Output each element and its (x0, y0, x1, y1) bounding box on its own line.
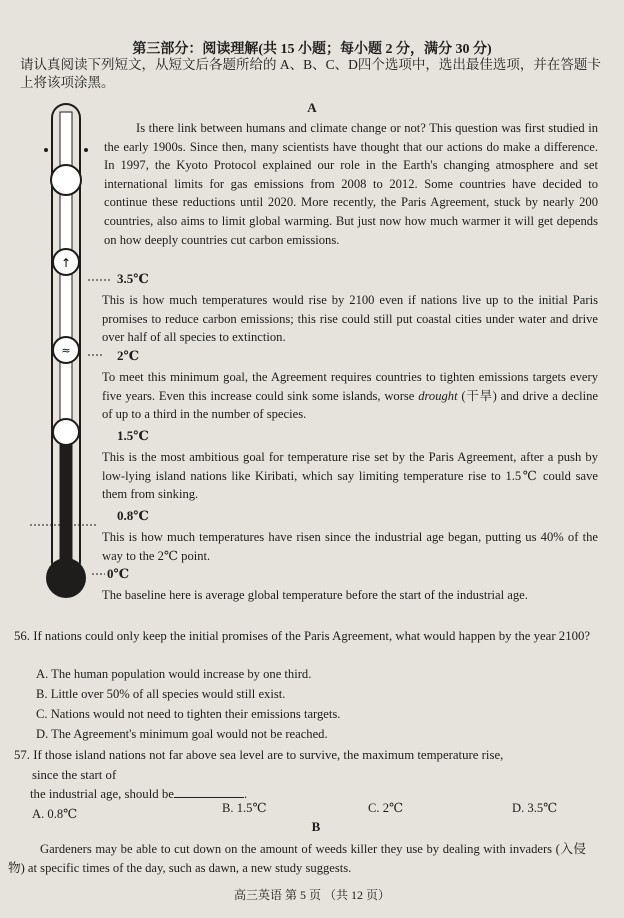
thermometer-illustration (0, 0, 110, 640)
q56-option-c[interactable]: C. Nations would not need to tighten their emissions targets. (36, 707, 341, 721)
temp-text-2-after: (干旱) and drive a decline of up to a third in the number of species. (102, 388, 598, 422)
factory-icon (53, 419, 79, 445)
question-57-stem-line3-wrap: the industrial age, should be . (30, 787, 248, 801)
svg-text:≈: ≈ (61, 344, 71, 357)
q57-option-d[interactable]: D. 3.5℃ (512, 801, 558, 815)
temp-label-1-5: 1.5℃ (117, 428, 149, 443)
q57-option-c[interactable]: C. 2℃ (368, 801, 404, 815)
question-56-stem: If nations could only keep the initial promises of the Paris Agreement, what would happen by the year 2100? (33, 629, 591, 643)
passage-b-text: Gardeners may be able to cut down on the amount of weeds killer they use by dealing with invaders (入侵物) at specific times of the day, such as dawn, a new study suggests. (8, 842, 586, 875)
temp-text-0: The baseline here is average global temperature before the start of the industrial age. (102, 588, 528, 602)
drought-word: drought (418, 388, 458, 403)
passage-b-label: B (311, 819, 321, 834)
section-title: 第三部分：阅读理解(共 15 小题；每小题 2 分，满分 30 分) (132, 42, 492, 57)
temp-label-2: 2℃ (117, 348, 140, 363)
temp-text-0-8: This is how much temperatures have risen since the industrial age began, putting us 40% of the way to the 2℃ point. (102, 530, 598, 563)
passage-a-intro: Is there link between humans and climate change or not? This question was first studied in the early 1900s. Since then, many scientists have thought that our actions do make a difference. In 1997, the Kyoto Protocol explained our role in the Earth's changing atmosphere and set international limits for gas emissions from 2008 to 2012. Some countries have decided to continue these reductions until 2020. More recently, the Paris Agreement, stuck by nearly 200 countries, also aims to limit global warming. But just now how much warmer it will get depends on how deeply countries cut carbon emissions. (104, 121, 598, 247)
answer-blank[interactable] (174, 785, 244, 798)
q56-option-b[interactable]: B. Little over 50% of all species would still exist. (36, 687, 286, 701)
page-footer: 高三英语 第 5 页 （共 12 页） (233, 888, 390, 902)
q57-option-a[interactable]: A. 0.8℃ (32, 807, 78, 821)
temp-text-1-5: This is the most ambitious goal for temperature rise set by the Paris Agreement, after a push by low-lying island nations like Kiribati, which say limiting temperature rise to 1.5℃ could save them from sinking. (102, 450, 598, 502)
temp-label-3-5: 3.5℃ (117, 271, 149, 286)
temp-label-0-8: 0.8℃ (117, 508, 149, 523)
instruction: 请认真阅读下列短文，从短文后各题所给的 A、B、C、D四个选项中，选出最佳选项，并在答题卡上将该项涂黑。 (20, 57, 601, 90)
cloud-icon (51, 165, 81, 195)
question-57-stem-line1: If those island nations not far above sea level are to survive, the maximum temperature rise, (33, 748, 504, 762)
question-57-number: 57. (14, 748, 30, 762)
passage-a-label: A (307, 100, 317, 115)
question-57-stem-line3: the industrial age, should be (30, 787, 174, 801)
question-56 (14, 627, 598, 646)
question-57 (14, 746, 614, 765)
temp-text-2 (102, 368, 598, 424)
temp-text-3-5: This is how much temperatures would rise by 2100 even if nations live up to the initial Paris promises to reduce carbon emissions; this rise could still put coastal cities under water and drive over half of all species to extinction. (102, 293, 598, 345)
q57-option-b[interactable]: B. 1.5℃ (222, 801, 267, 815)
question-56-number: 56. (14, 629, 30, 643)
temp-text-2-before: To meet this minimum goal, the Agreement requires countries to tighten emissions targets every five years. Even this increase could sink some islands, worse (102, 370, 598, 403)
q56-option-a[interactable]: A. The human population would increase by one third. (36, 667, 312, 681)
q56-option-d[interactable]: D. The Agreement's minimum goal would not be reached. (36, 727, 328, 741)
svg-text:↑: ↑ (60, 256, 72, 270)
temp-label-0: 0℃ (107, 566, 130, 581)
question-57-stem-line2: since the start of (32, 768, 117, 782)
